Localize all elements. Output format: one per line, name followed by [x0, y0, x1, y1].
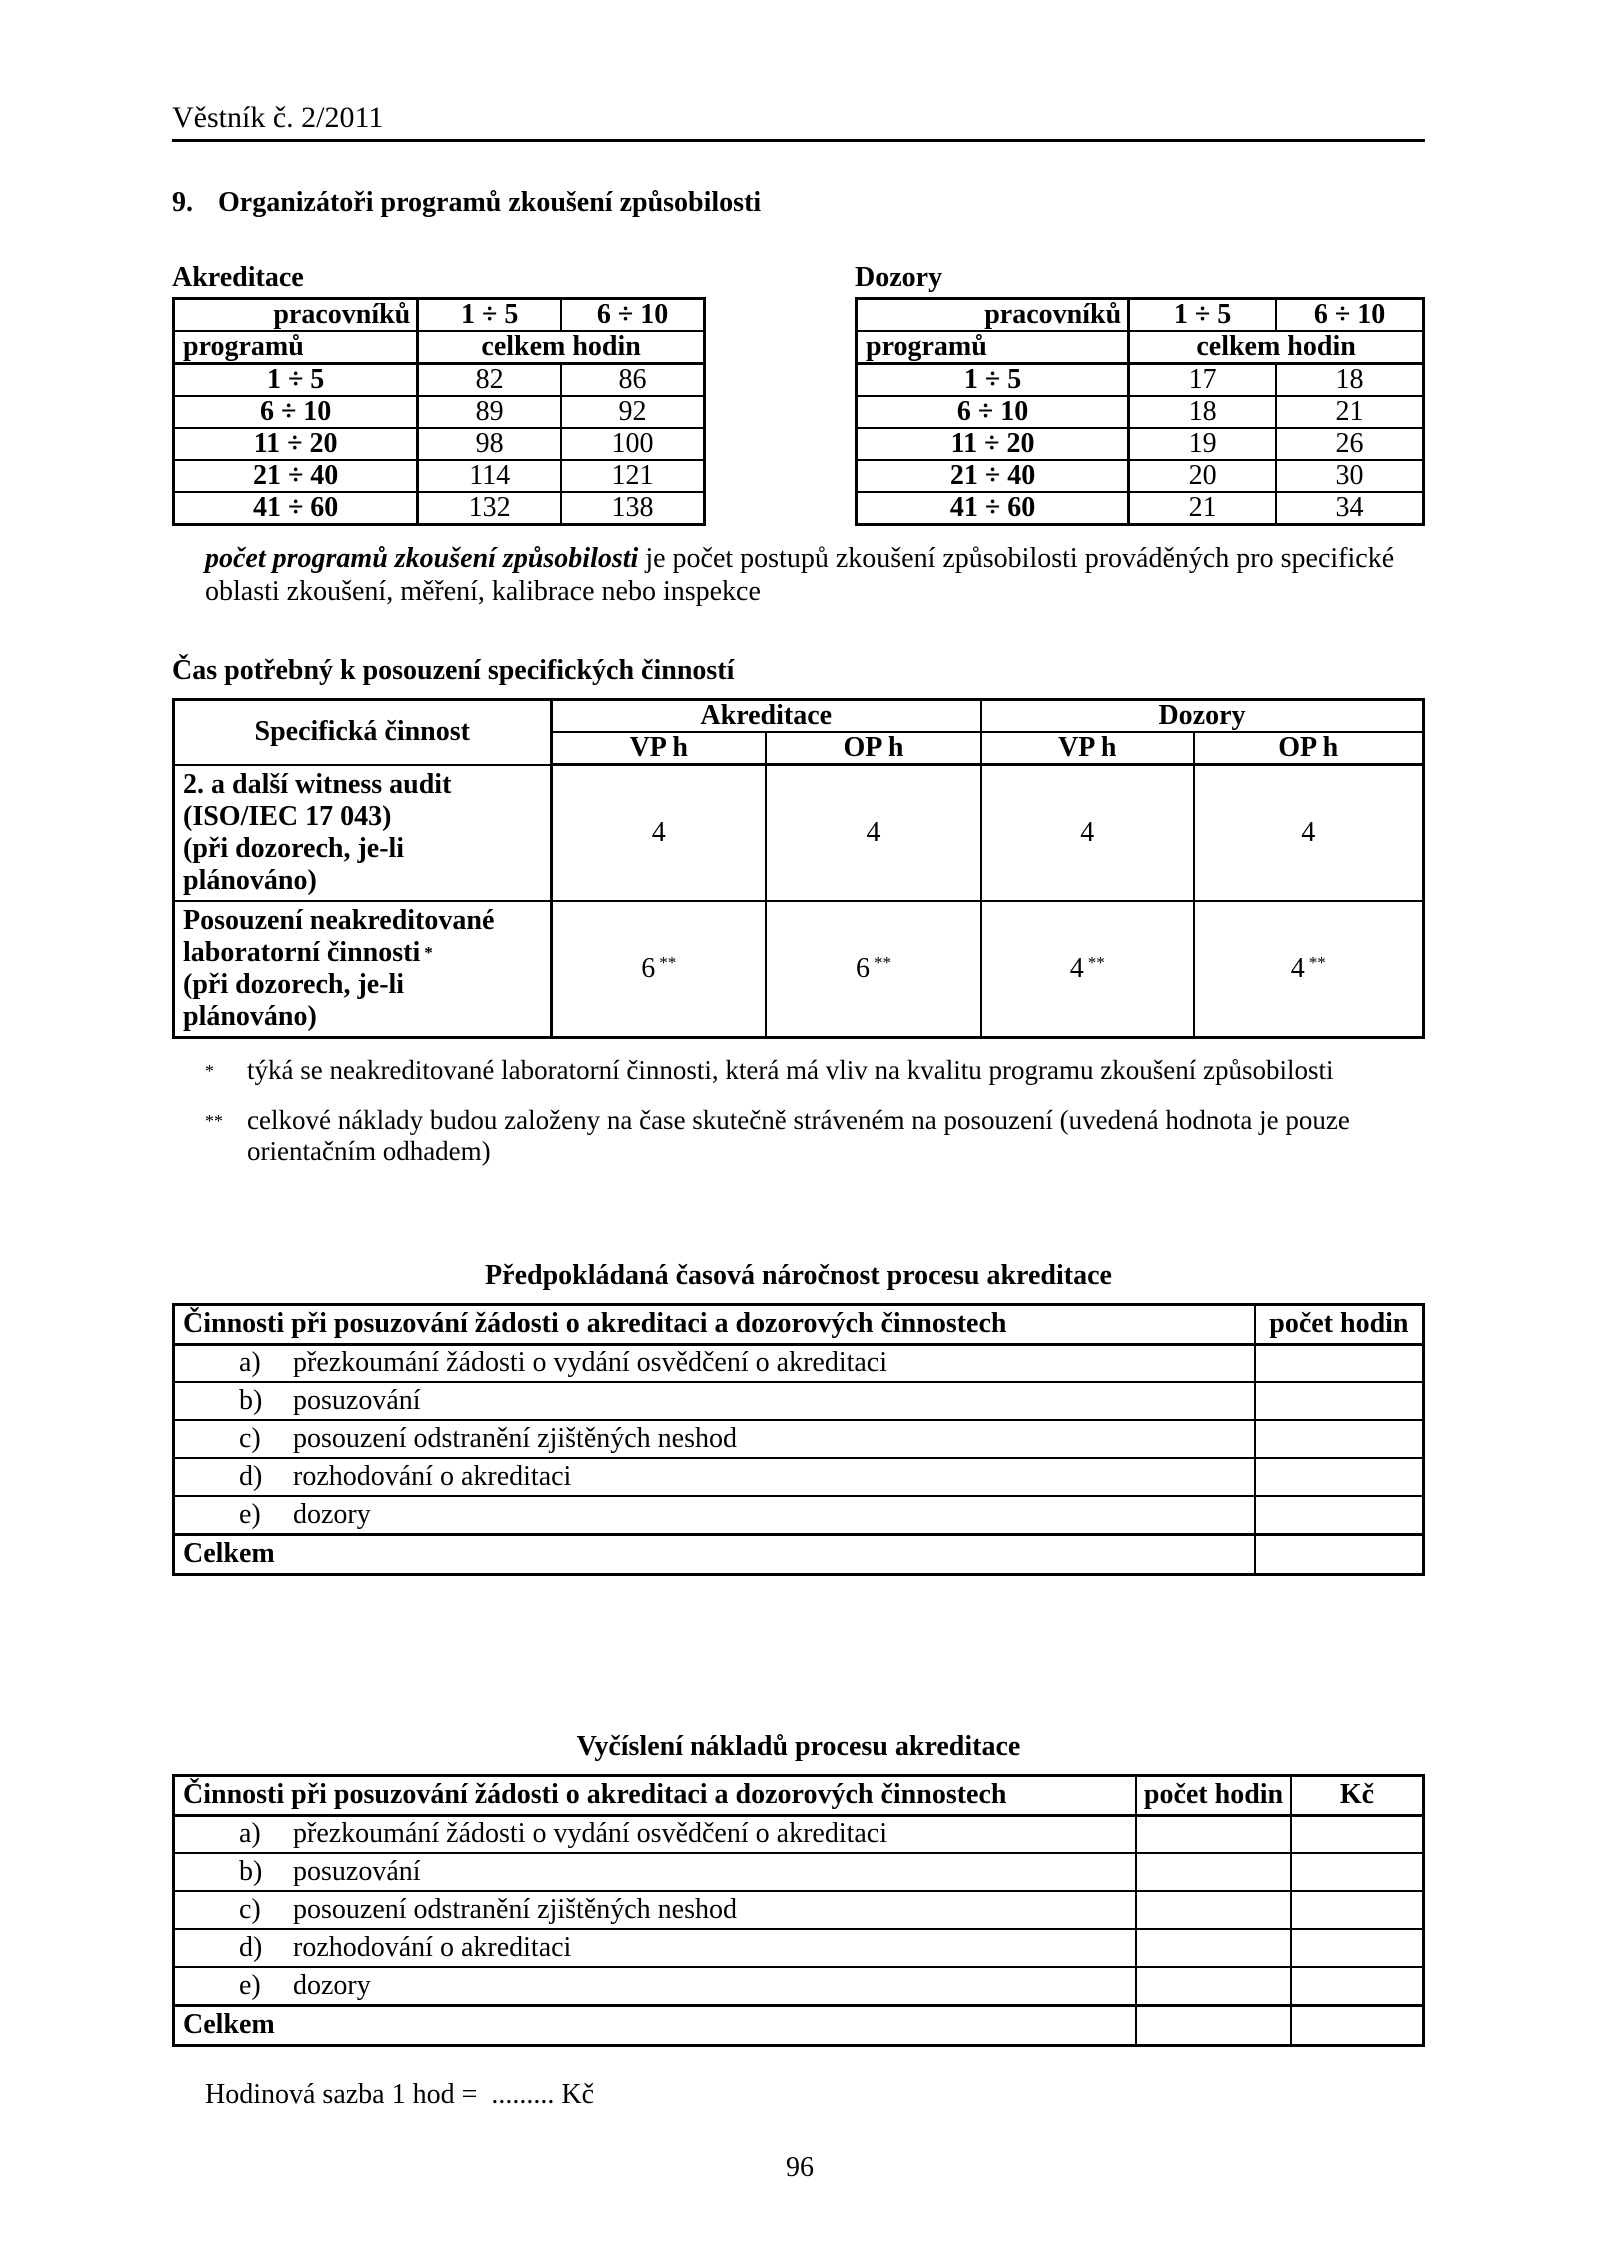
- table-row: [174, 2005, 1424, 2045]
- table-row: [857, 299, 1424, 332]
- span-header-cell: celkem hodin: [418, 331, 705, 364]
- table-row: [174, 331, 705, 364]
- table-row: [174, 299, 705, 332]
- value-cell: 34: [1276, 492, 1423, 525]
- activity-cell: e) dozory: [174, 1496, 1255, 1534]
- value-cell: 6 **: [766, 901, 981, 1038]
- total-label-cell: Celkem: [174, 1534, 1255, 1574]
- value-cell: 18: [1276, 364, 1423, 397]
- value-cell: 30: [1276, 460, 1423, 492]
- row-label-cell: 11 ÷ 20: [174, 428, 418, 460]
- activity-cell: d) rozhodování o akreditaci: [174, 1458, 1255, 1496]
- table-row: [857, 331, 1424, 364]
- corner-cell-top: pracovníků: [857, 299, 1129, 332]
- activity-line: 2. a další witness audit: [183, 768, 452, 800]
- table-row: [174, 1344, 1424, 1382]
- table-row: [174, 1891, 1424, 1929]
- row-label-cell: 21 ÷ 40: [857, 460, 1129, 492]
- table-row: [857, 428, 1424, 460]
- process-table-title: Předpokládaná časová náročnost procesu akreditace: [485, 1259, 1112, 1291]
- empty-cell: [1291, 1815, 1424, 1853]
- value-cell: 18: [1129, 396, 1276, 428]
- empty-cell: [1255, 1420, 1424, 1458]
- sub-header-cell: OP h: [1194, 732, 1424, 765]
- row-label-cell: 1 ÷ 5: [857, 364, 1129, 397]
- process-table: [172, 1303, 1425, 1576]
- activity-cell: d) rozhodování o akreditaci: [174, 1929, 1137, 1967]
- value-cell: 114: [418, 460, 561, 492]
- value-cell: 89: [418, 396, 561, 428]
- row-label-cell: 6 ÷ 10: [857, 396, 1129, 428]
- value-cell: 98: [418, 428, 561, 460]
- activity-header-cell: Činnosti při posuzování žádosti o akreditaci a dozorových činnostech: [174, 1775, 1137, 1815]
- row-label-cell: 1 ÷ 5: [174, 364, 418, 397]
- table-row: [174, 1496, 1424, 1534]
- footnote-marker: **: [1308, 952, 1326, 972]
- value-cell: 17: [1129, 364, 1276, 397]
- value-cell: 4: [1194, 765, 1424, 901]
- corner-cell-bottom: programů: [174, 331, 418, 364]
- row-label-cell: 6 ÷ 10: [174, 396, 418, 428]
- activity-label-cell: [174, 901, 552, 1038]
- note-term: počet programů zkoušení způsobilosti: [205, 543, 639, 574]
- footnote: [205, 1105, 1405, 1167]
- cost-table: [172, 1774, 1425, 2047]
- col-header-cell: 6 ÷ 10: [561, 299, 704, 332]
- footnotes: [205, 1055, 1405, 1167]
- group-header-cell: Akreditace: [551, 700, 981, 733]
- footnote-marker: *: [424, 942, 433, 962]
- value-cell: 86: [561, 364, 704, 397]
- sub-header-cell: VP h: [551, 732, 766, 765]
- section-title: Organizátoři programů zkoušení způsobilosti: [218, 187, 762, 218]
- value-cell: 21: [1276, 396, 1423, 428]
- table-row: [174, 364, 705, 397]
- footnote-text: týká se neakreditované laboratorní činnosti, která má vliv na kvalitu programu zkoušení způsobilosti: [247, 1054, 1334, 1085]
- table-row: [857, 364, 1424, 397]
- value-cell: 4 **: [981, 901, 1194, 1038]
- activity-cell: b) posuzování: [174, 1382, 1255, 1420]
- footnote-text: celkové náklady budou založeny na čase skutečně stráveném na posouzení (uvedená hodnota je pouze orientačním odhadem): [247, 1104, 1350, 1166]
- table-row: [174, 460, 705, 492]
- activity-header-cell: Činnosti při posuzování žádosti o akreditaci a dozorových činnostech: [174, 1304, 1255, 1344]
- empty-cell: [1136, 1853, 1291, 1891]
- empty-cell: [1291, 1967, 1424, 2005]
- akreditace-table: [172, 297, 706, 526]
- table-row: [174, 700, 1424, 733]
- empty-cell: [1255, 1534, 1424, 1574]
- page-content: [172, 0, 1425, 2111]
- col-header-cell: 6 ÷ 10: [1276, 299, 1423, 332]
- mini-tables-row: [172, 262, 1425, 526]
- value-cell: 4 **: [1194, 901, 1424, 1038]
- empty-cell: [1136, 1929, 1291, 1967]
- table-row: [174, 1775, 1424, 1815]
- value-cell: 92: [561, 396, 704, 428]
- table-row: [174, 1382, 1424, 1420]
- table-row: [174, 901, 1424, 1038]
- empty-cell: [1255, 1382, 1424, 1420]
- value-cell: 4: [551, 765, 766, 901]
- activity-cell: a) přezkoumání žádosti o vydání osvědčení o akreditaci: [174, 1344, 1255, 1382]
- row-label-cell: 41 ÷ 60: [174, 492, 418, 525]
- col1-header-cell: Specifická činnost: [174, 700, 552, 765]
- empty-cell: [1291, 1853, 1424, 1891]
- specific-heading: Čas potřebný k posouzení specifických činností: [172, 655, 735, 686]
- total-label-cell: Celkem: [174, 2005, 1137, 2045]
- currency-header-cell: Kč: [1291, 1775, 1424, 1815]
- table-row: [857, 396, 1424, 428]
- dozory-block: [855, 262, 1425, 526]
- value-cell: 4: [981, 765, 1194, 901]
- header-rule: [172, 139, 1425, 142]
- dozory-table: [855, 297, 1425, 526]
- activity-cell: a) přezkoumání žádosti o vydání osvědčení o akreditaci: [174, 1815, 1137, 1853]
- activity-line: (při dozorech, je-li plánováno): [183, 968, 405, 1032]
- activity-cell: e) dozory: [174, 1967, 1137, 2005]
- activity-line: (ISO/IEC 17 043): [183, 800, 392, 832]
- hours-header-cell: počet hodin: [1136, 1775, 1291, 1815]
- table-row: [174, 765, 1424, 901]
- table-row: [174, 1815, 1424, 1853]
- activity-line: Posouzení neakreditované: [183, 904, 495, 936]
- table-row: [857, 460, 1424, 492]
- row-label-cell: 21 ÷ 40: [174, 460, 418, 492]
- empty-cell: [1136, 2005, 1291, 2045]
- footnote-marker: **: [1087, 952, 1105, 972]
- empty-cell: [1291, 1929, 1424, 1967]
- section-number: 9.: [172, 187, 193, 218]
- table-row: [174, 1853, 1424, 1891]
- group-header-cell: Dozory: [981, 700, 1424, 733]
- empty-cell: [1136, 1891, 1291, 1929]
- activity-cell: c) posouzení odstranění zjištěných neshod: [174, 1420, 1255, 1458]
- cost-table-title: Vyčíslení nákladů procesu akreditace: [576, 1730, 1021, 1762]
- empty-cell: [1255, 1344, 1424, 1382]
- sub-header-cell: OP h: [766, 732, 981, 765]
- empty-cell: [1136, 1815, 1291, 1853]
- corner-cell-top: pracovníků: [174, 299, 418, 332]
- sub-header-cell: VP h: [981, 732, 1194, 765]
- value-cell: 20: [1129, 460, 1276, 492]
- empty-cell: [1291, 1891, 1424, 1929]
- corner-cell-bottom: programů: [857, 331, 1129, 364]
- activity-cell: c) posouzení odstranění zjištěných neshod: [174, 1891, 1137, 1929]
- footnote-marker: *: [205, 1060, 214, 1081]
- value-cell: 4: [766, 765, 981, 901]
- activity-line: (při dozorech, je-li plánováno): [183, 832, 405, 896]
- activity-label-cell: [174, 765, 552, 901]
- activity-line: laboratorní činnosti *: [183, 936, 433, 968]
- empty-cell: [1291, 2005, 1424, 2045]
- table-row: [174, 492, 705, 525]
- table-row: [174, 1534, 1424, 1574]
- definition-note: [205, 542, 1421, 608]
- dozory-label: Dozory: [855, 262, 943, 293]
- footnote: [205, 1055, 1405, 1087]
- span-header-cell: celkem hodin: [1129, 331, 1424, 364]
- akreditace-block: [172, 262, 706, 526]
- col-header-cell: 1 ÷ 5: [1129, 299, 1276, 332]
- value-cell: 138: [561, 492, 704, 525]
- spacer: [706, 262, 855, 526]
- hours-header-cell: počet hodin: [1255, 1304, 1424, 1344]
- table-row: [857, 492, 1424, 525]
- akreditace-label: Akreditace: [172, 262, 304, 293]
- col-header-cell: 1 ÷ 5: [418, 299, 561, 332]
- table-row: [174, 396, 705, 428]
- header-title: Věstník č. 2/2011: [172, 101, 384, 134]
- page-number: 96: [786, 2152, 814, 2183]
- table-row: [174, 1929, 1424, 1967]
- table-row: [174, 1304, 1424, 1344]
- footnote-marker: **: [874, 952, 891, 972]
- footnote-marker: **: [659, 952, 677, 972]
- value-cell: 82: [418, 364, 561, 397]
- empty-cell: [1136, 1967, 1291, 2005]
- value-cell: 19: [1129, 428, 1276, 460]
- table-row: [174, 1967, 1424, 2005]
- activity-cell: b) posuzování: [174, 1853, 1137, 1891]
- table-row: [174, 1458, 1424, 1496]
- footnote-marker: **: [205, 1110, 223, 1131]
- table-row: [174, 428, 705, 460]
- value-cell: 121: [561, 460, 704, 492]
- table-row: [174, 1420, 1424, 1458]
- value-cell: 26: [1276, 428, 1423, 460]
- hourly-rate-line: Hodinová sazba 1 hod = ......... Kč: [205, 2078, 595, 2110]
- row-label-cell: 11 ÷ 20: [857, 428, 1129, 460]
- section-heading: [172, 186, 1425, 220]
- row-label-cell: 41 ÷ 60: [857, 492, 1129, 525]
- empty-cell: [1255, 1458, 1424, 1496]
- value-cell: 100: [561, 428, 704, 460]
- note-text: je počet postupů zkoušení způsobilosti prováděných pro specifické oblasti zkoušení, měření, kalibrace nebo inspekce: [205, 543, 1395, 607]
- value-cell: 21: [1129, 492, 1276, 525]
- value-cell: 6 **: [551, 901, 766, 1038]
- empty-cell: [1255, 1496, 1424, 1534]
- specific-activities-table: [172, 698, 1425, 1039]
- value-cell: 132: [418, 492, 561, 525]
